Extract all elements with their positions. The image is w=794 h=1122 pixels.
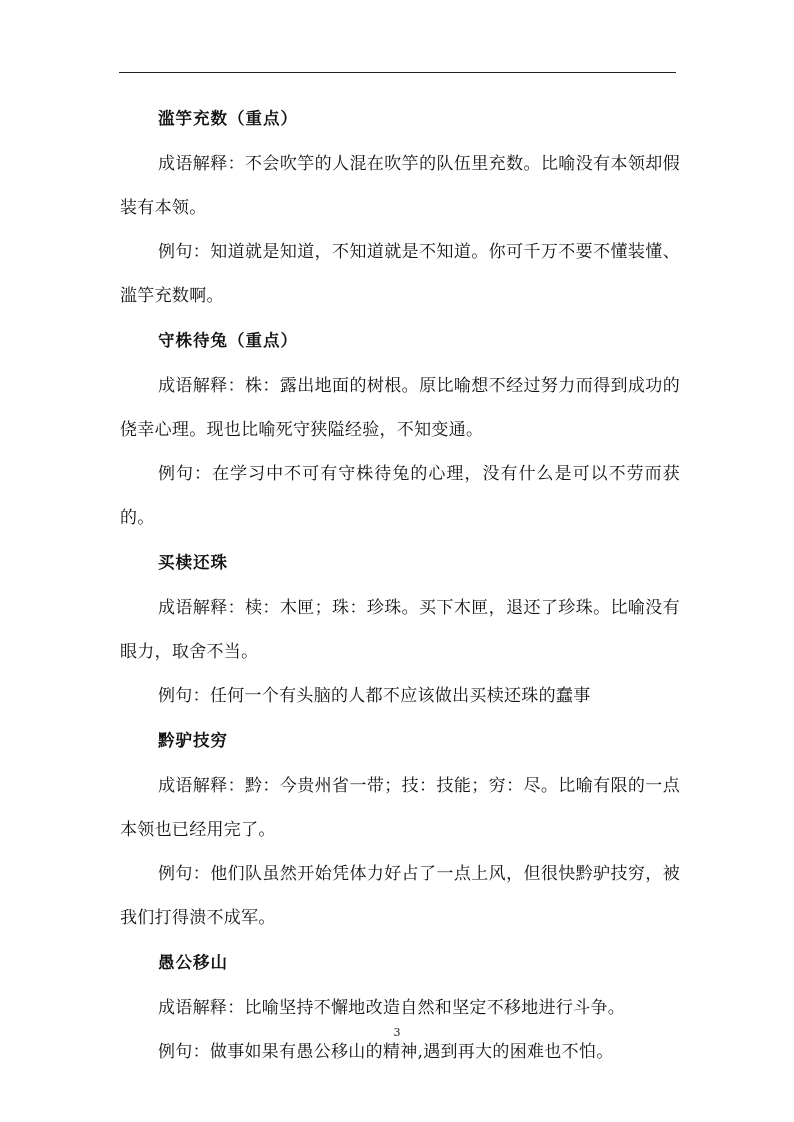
idiom-example [120, 452, 680, 540]
example-text: 做事如果有愚公移山的精神,遇到再大的困难也不怕。 [209, 1042, 614, 1062]
example-label: 例句： [158, 242, 211, 262]
page-number: 3 [393, 1026, 401, 1039]
meaning-label: 成语解释： [158, 598, 246, 618]
example-text: 任何一个有头脑的人都不应该做出买椟还珠的蠢事 [209, 686, 591, 706]
example-label: 例句： [158, 864, 211, 884]
example-text: 在学习中不可有守株待兔的心理，没有什么是可以不劳而获的。 [120, 464, 680, 528]
header-rule [119, 72, 676, 73]
idiom-title: 黔驴技穷 [158, 731, 228, 750]
meaning-text: 株：露出地面的树根。原比喻想不经过努力而得到成功的侥幸心理。现也比喻死守狭隘经验，不知变通。 [120, 376, 681, 440]
idiom-entry [120, 318, 680, 540]
idiom-meaning [120, 364, 680, 452]
idiom-title: 买椟还珠 [158, 553, 228, 572]
meaning-text: 比喻坚持不懈地改造自然和坚定不移地进行斗争。 [244, 998, 626, 1018]
meaning-label: 成语解释： [158, 998, 245, 1018]
idiom-meaning [120, 764, 680, 852]
idiom-entry [120, 96, 680, 318]
meaning-text: 椟：木匣；珠：珍珠。买下木匣，退还了珍珠。比喻没有眼力，取舍不当。 [120, 598, 681, 662]
idiom-entry [120, 540, 680, 718]
idiom-example [120, 852, 680, 940]
meaning-label: 成语解释： [158, 776, 246, 796]
example-text: 知道就是知道，不知道就是不知道。你可千万不要不懂装懂、滥竽充数啊。 [120, 242, 680, 306]
idiom-title: 愚公移山 [158, 953, 228, 972]
meaning-text: 不会吹竽的人混在吹竽的队伍里充数。比喻没有本领却假装有本领。 [120, 154, 681, 218]
idiom-entry [120, 718, 680, 940]
idiom-meaning [120, 986, 680, 1030]
idiom-example [120, 674, 680, 718]
idiom-example [120, 230, 680, 318]
example-label: 例句： [158, 464, 213, 484]
meaning-label: 成语解释： [158, 154, 246, 174]
idiom-entry [120, 940, 680, 1074]
meaning-label: 成语解释： [158, 376, 246, 396]
idiom-title: 守株待兔（重点） [158, 331, 298, 350]
example-label: 例句： [158, 686, 210, 706]
idiom-meaning [120, 586, 680, 674]
document-body [120, 96, 680, 1074]
idiom-title: 滥竽充数（重点） [158, 109, 298, 128]
idiom-meaning [120, 142, 680, 230]
example-text: 他们队虽然开始凭体力好占了一点上风，但很快黔驴技穷，被我们打得溃不成军。 [120, 864, 680, 928]
meaning-text: 黔：今贵州省一带；技：技能；穷：尽。比喻有限的一点本领也已经用完了。 [120, 776, 681, 840]
example-label: 例句： [158, 1042, 210, 1062]
